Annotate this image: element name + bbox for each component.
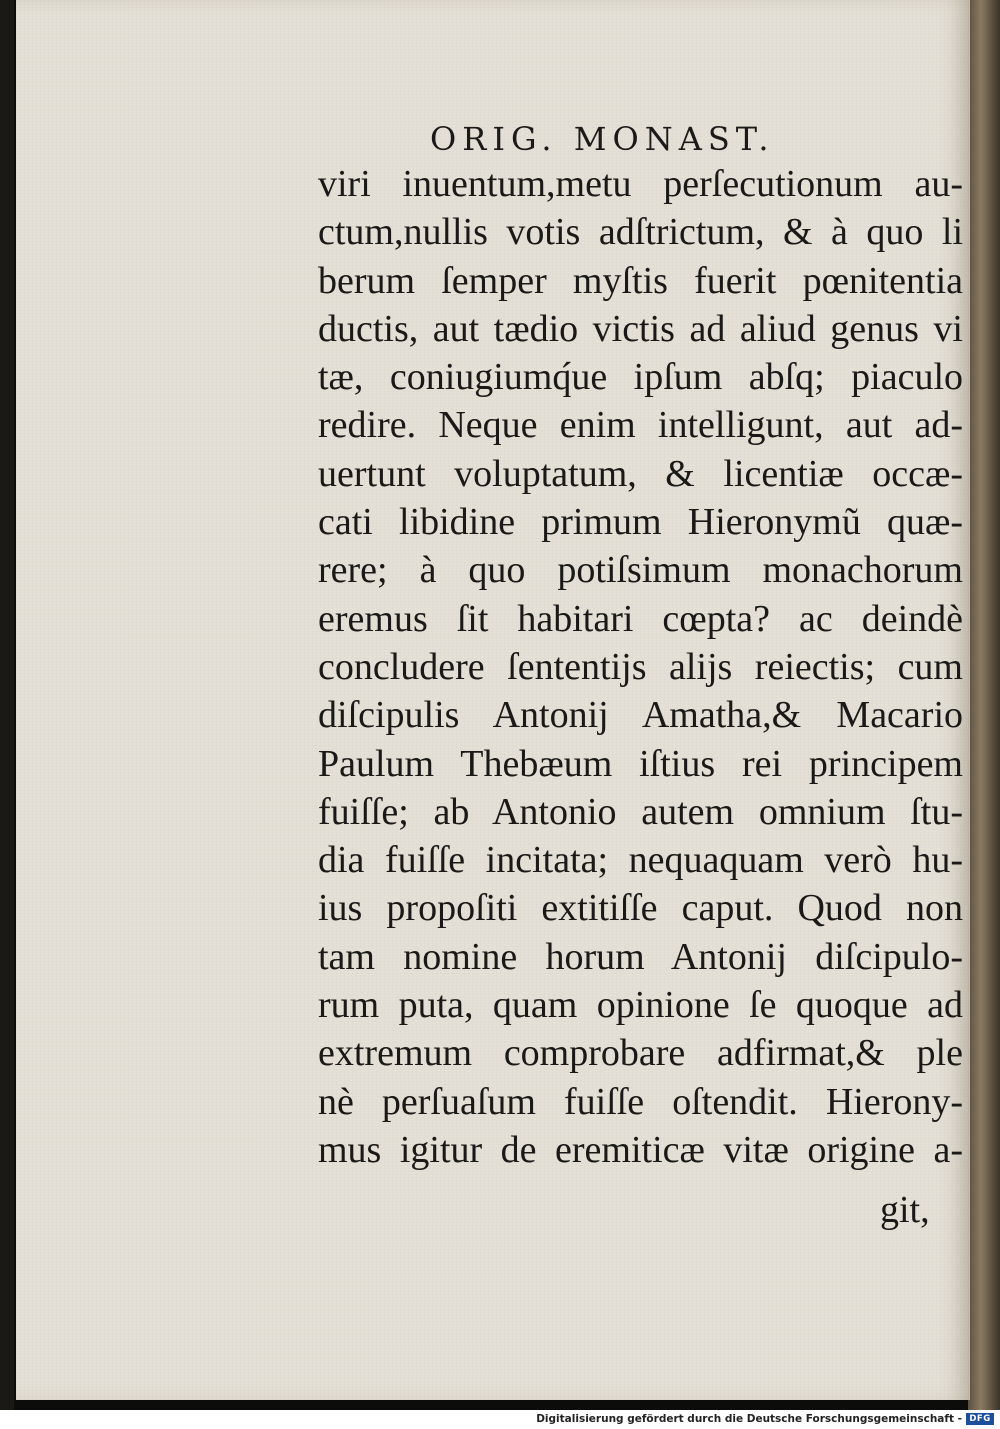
running-head: ORIG. MONAST.: [430, 120, 775, 158]
page-edge: [968, 0, 1000, 1410]
text-line: uertunt voluptatum, & licentiæ occæ-: [318, 452, 963, 495]
catchword: git,: [880, 1189, 930, 1231]
text-line: berum ſemper myſtis fuerit pœnitentia: [318, 259, 963, 302]
text-line: ctum,nullis votis adſtrictum, & à quo li: [318, 211, 963, 254]
text-line: rere; à quo potiſsimum monachorum: [318, 549, 963, 592]
text-line: ius propoſiti extitiſſe caput. Quod non: [318, 887, 963, 930]
binding-edge: [0, 0, 14, 1410]
text-line: eremus ſit habitari cœpta? ac deindè: [318, 597, 963, 640]
text-line: tæ, coniugiumq́ue ipſum abſq; piaculo: [318, 356, 963, 399]
dfg-logo: DFG: [966, 1413, 994, 1425]
body-text: [318, 160, 963, 1174]
funding-credit: Digitalisierung gefördert durch die Deutsche Forschungsgemeinschaft -: [536, 1413, 962, 1425]
text-line: viri inuentum,metu perſecutionum au-: [318, 163, 963, 205]
text-line: cati libidine primum Hieronymũ quæ-: [318, 501, 963, 544]
text-line: redire. Neque enim intelligunt, aut ad-: [318, 404, 963, 447]
text-line: rum puta, quam opinione ſe quoque ad: [318, 984, 963, 1027]
text-line: fuiſſe; ab Antonio autem omnium ſtu-: [318, 790, 963, 833]
text-line: dia fuiſſe incitata; nequaquam verò hu-: [318, 839, 963, 882]
text-line: mus igitur de eremiticæ vitæ origine a-: [318, 1128, 963, 1171]
text-line: diſcipulis Antonij Amatha,& Macario: [318, 694, 963, 737]
text-line: nè perſuaſum fuiſſe oſtendit. Hierony-: [318, 1080, 963, 1123]
text-line: extremum comprobare adfirmat,& ple: [318, 1032, 963, 1075]
text-line: ductis, aut tædio victis ad aliud genus vi: [318, 307, 963, 350]
text-line: concludere ſententijs alijs reiectis; cum: [318, 645, 963, 688]
text-line: tam nomine horum Antonij diſcipulo-: [318, 935, 963, 978]
text-line: Paulum Thebæum iſtius rei principem: [318, 742, 963, 785]
